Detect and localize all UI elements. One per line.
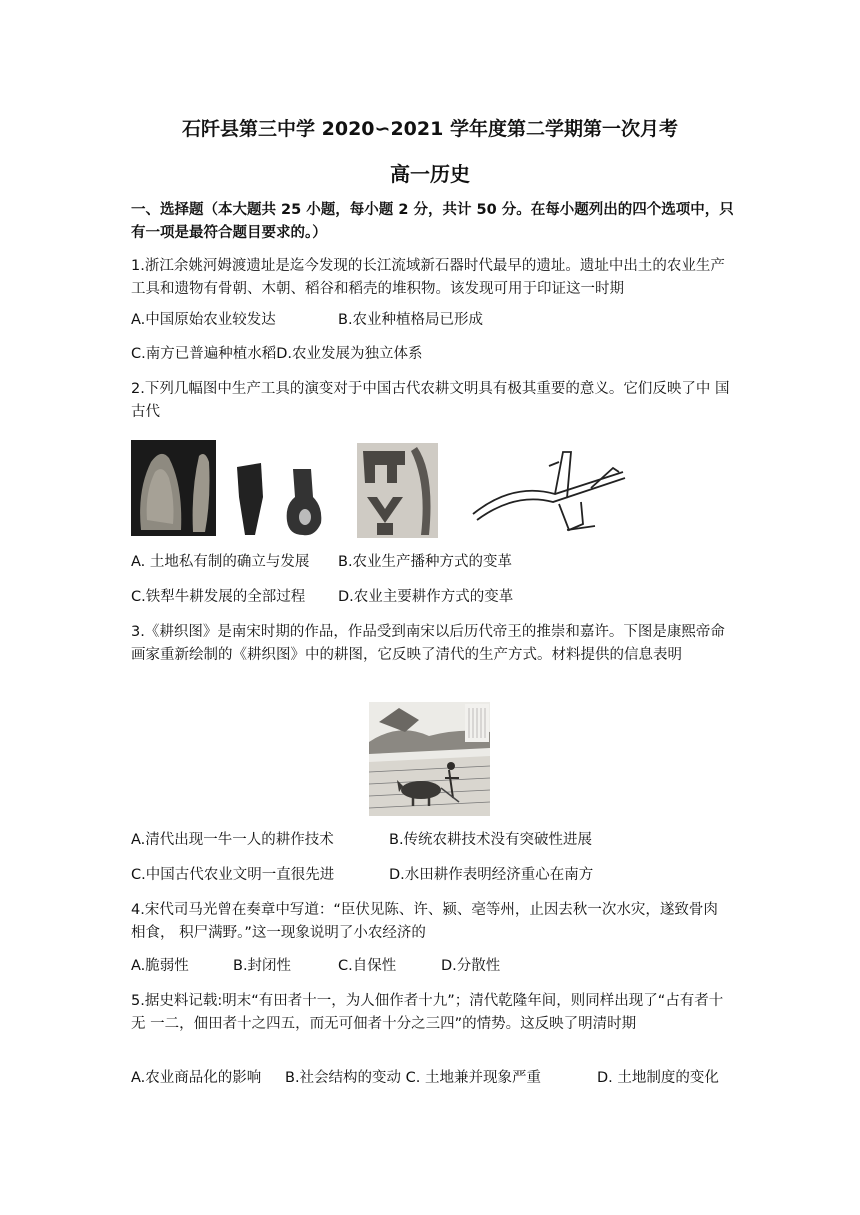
question-2-option-a: A. 土地私有制的确立与发展	[131, 554, 310, 570]
question-3-option-a: A.清代出现一牛一人的耕作技术	[131, 832, 334, 848]
question-1-option-b: B.农业种植格局已形成	[338, 312, 484, 328]
question-3-option-c: C.中国古代农业文明一直很先进	[131, 867, 335, 883]
question-2-option-d: D.农业主要耕作方式的变革	[338, 589, 514, 605]
question-5-option-bc: B.社会结构的变动 C. 土地兼并现象严重	[285, 1070, 542, 1086]
question-1-option-cd: C.南方已普遍种植水稻D.农业发展为独立体系	[131, 346, 423, 362]
question-4-option-b: B.封闭性	[233, 958, 292, 974]
gengzhi-painting	[369, 702, 490, 816]
question-5-stem: 5.据史料记载:明末“有田者十一，为人佃作者十九”；清代乾隆年间，则同样出现了“占有者十无 一二，佃田者十之四五，而无可佃者十分之三四”的情势。这反映了明清时期	[131, 993, 724, 1032]
question-4-option-a: A.脆弱性	[131, 958, 189, 974]
question-4-option-c: C.自保性	[338, 958, 397, 974]
question-2-stem: 2.下列几幅图中生产工具的演变对于中国古代农耕文明具有极其重要的意义。它们反映了中 国古代	[131, 381, 730, 420]
subject-title: 高一历史	[390, 162, 470, 186]
question-3-option-d: D.水田耕作表明经济重心在南方	[389, 867, 594, 883]
stone-tool-photo	[131, 440, 216, 536]
question-4-stem: 4.宋代司马光曾在奏章中写道：“臣伏见陈、许、颍、亳等州，止因去秋一次水灾，遂致骨肉相食， 积尸满野。”这一现象说明了小农经济的	[131, 902, 718, 941]
question-3-option-b: B.传统农耕技术没有突破性进展	[389, 832, 593, 848]
plough-drawing	[463, 442, 631, 537]
section-heading: 一、选择题（本大题共 25 小题，每小题 2 分，共计 50 分。在每小题列出的四个选项中，只有一项是最符合题目要求的。）	[131, 202, 734, 241]
question-5-option-a: A.农业商品化的影响	[131, 1070, 262, 1086]
bone-tools-photo	[227, 457, 341, 539]
exam-title: 石阡县第三中学 2020∽2021 学年度第二学期第一次月考	[182, 118, 678, 140]
question-1-stem: 1.浙江余姚河姆渡遗址是迄今发现的长江流域新石器时代最早的遗址。遗址中出土的农业生产工具和遗物有骨朝、木朝、稻谷和稻壳的堆积物。该发现可用于印证这一时期	[131, 258, 725, 297]
question-3-stem: 3.《耕织图》是南宋时期的作品，作品受到南宋以后历代帝王的推崇和嘉许。下图是康熙帝命画家重新绘制的《耕织图》中的耕图，它反映了清代的生产方式。材料提供的信息表明	[131, 624, 725, 663]
question-1-option-a: A.中国原始农业较发达	[131, 312, 276, 328]
question-2-option-b: B.农业生产播种方式的变革	[338, 554, 513, 570]
iron-tools-photo	[357, 443, 438, 538]
question-2-option-c: C.铁犁牛耕发展的全部过程	[131, 589, 306, 605]
question-5-option-d: D. 土地制度的变化	[597, 1070, 719, 1086]
question-4-option-d: D.分散性	[441, 958, 501, 974]
